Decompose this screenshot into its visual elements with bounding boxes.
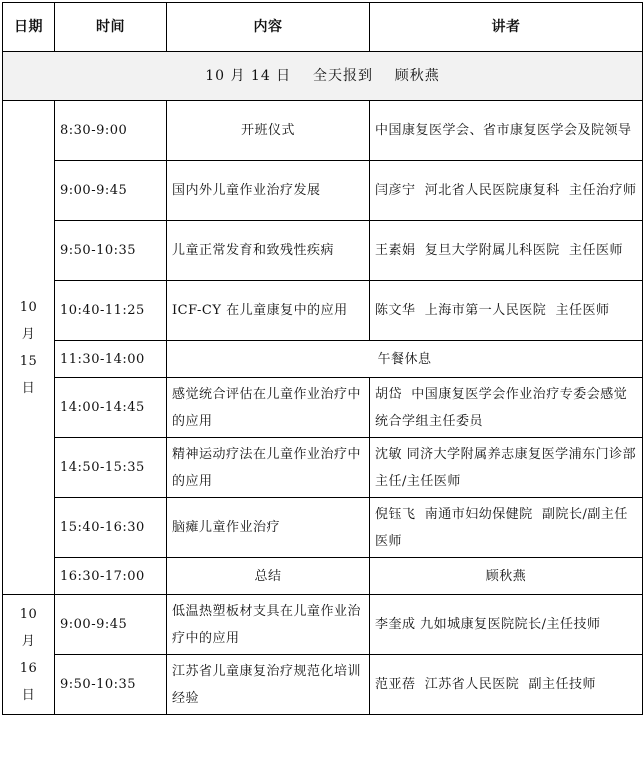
table-row [3, 595, 643, 655]
content-cell: ICF-CY 在儿童康复中的应用 [167, 281, 370, 341]
speaker-cell: 顾秋燕 [370, 558, 643, 595]
time-cell: 15:40-16:30 [55, 498, 167, 558]
content-cell: 总结 [167, 558, 370, 595]
header-row [3, 3, 643, 52]
time-cell: 11:30-14:00 [55, 341, 167, 378]
speaker-cell: 沈敏 同济大学附属养志康复医学浦东门诊部主任/主任医师 [370, 438, 643, 498]
content-cell: 江苏省儿童康复治疗规范化培训经验 [167, 655, 370, 715]
time-cell: 10:40-11:25 [55, 281, 167, 341]
schedule-table [2, 2, 643, 715]
content-cell: 精神运动疗法在儿童作业治疗中的应用 [167, 438, 370, 498]
time-cell: 9:00-9:45 [55, 161, 167, 221]
time-cell: 9:50-10:35 [55, 655, 167, 715]
content-cell: 脑瘫儿童作业治疗 [167, 498, 370, 558]
table-row [3, 498, 643, 558]
speaker-cell: 胡岱 中国康复医学会作业治疗专委会感觉统合学组主任委员 [370, 378, 643, 438]
speaker-cell: 陈文华 上海市第一人民医院 主任医师 [370, 281, 643, 341]
header-speaker: 讲者 [370, 3, 643, 52]
content-cell: 开班仪式 [167, 101, 370, 161]
time-cell: 9:00-9:45 [55, 595, 167, 655]
table-row [3, 101, 643, 161]
table-row [3, 341, 643, 378]
speaker-cell: 范亚蓓 江苏省人民医院 副主任技师 [370, 655, 643, 715]
speaker-cell: 闫彦宁 河北省人民医院康复科 主任治疗师 [370, 161, 643, 221]
table-row [3, 221, 643, 281]
header-content: 内容 [167, 3, 370, 52]
header-time: 时间 [55, 3, 167, 52]
header-date: 日期 [3, 3, 55, 52]
date-cell: 10 月 15 日 [3, 101, 55, 595]
speaker-cell: 倪钰飞 南通市妇幼保健院 副院长/副主任医师 [370, 498, 643, 558]
time-cell: 9:50-10:35 [55, 221, 167, 281]
date-cell: 10 月 16 日 [3, 595, 55, 715]
speaker-cell: 王素娟 复旦大学附属儿科医院 主任医师 [370, 221, 643, 281]
speaker-cell: 中国康复医学会、省市康复医学会及院领导 [370, 101, 643, 161]
time-cell: 14:50-15:35 [55, 438, 167, 498]
table-row [3, 558, 643, 595]
time-cell: 8:30-9:00 [55, 101, 167, 161]
content-cell: 国内外儿童作业治疗发展 [167, 161, 370, 221]
table-row [3, 378, 643, 438]
registration-banner: 10 月 14 日 全天报到 顾秋燕 [3, 52, 643, 101]
content-cell: 低温热塑板材支具在儿童作业治疗中的应用 [167, 595, 370, 655]
content-cell: 儿童正常发育和致残性疾病 [167, 221, 370, 281]
table-row [3, 281, 643, 341]
time-cell: 14:00-14:45 [55, 378, 167, 438]
content-cell: 感觉统合评估在儿童作业治疗中的应用 [167, 378, 370, 438]
table-row [3, 655, 643, 715]
lunch-break-cell: 午餐休息 [167, 341, 643, 378]
banner-row [3, 52, 643, 101]
speaker-cell: 李奎成 九如城康复医院院长/主任技师 [370, 595, 643, 655]
time-cell: 16:30-17:00 [55, 558, 167, 595]
table-row [3, 438, 643, 498]
table-row [3, 161, 643, 221]
